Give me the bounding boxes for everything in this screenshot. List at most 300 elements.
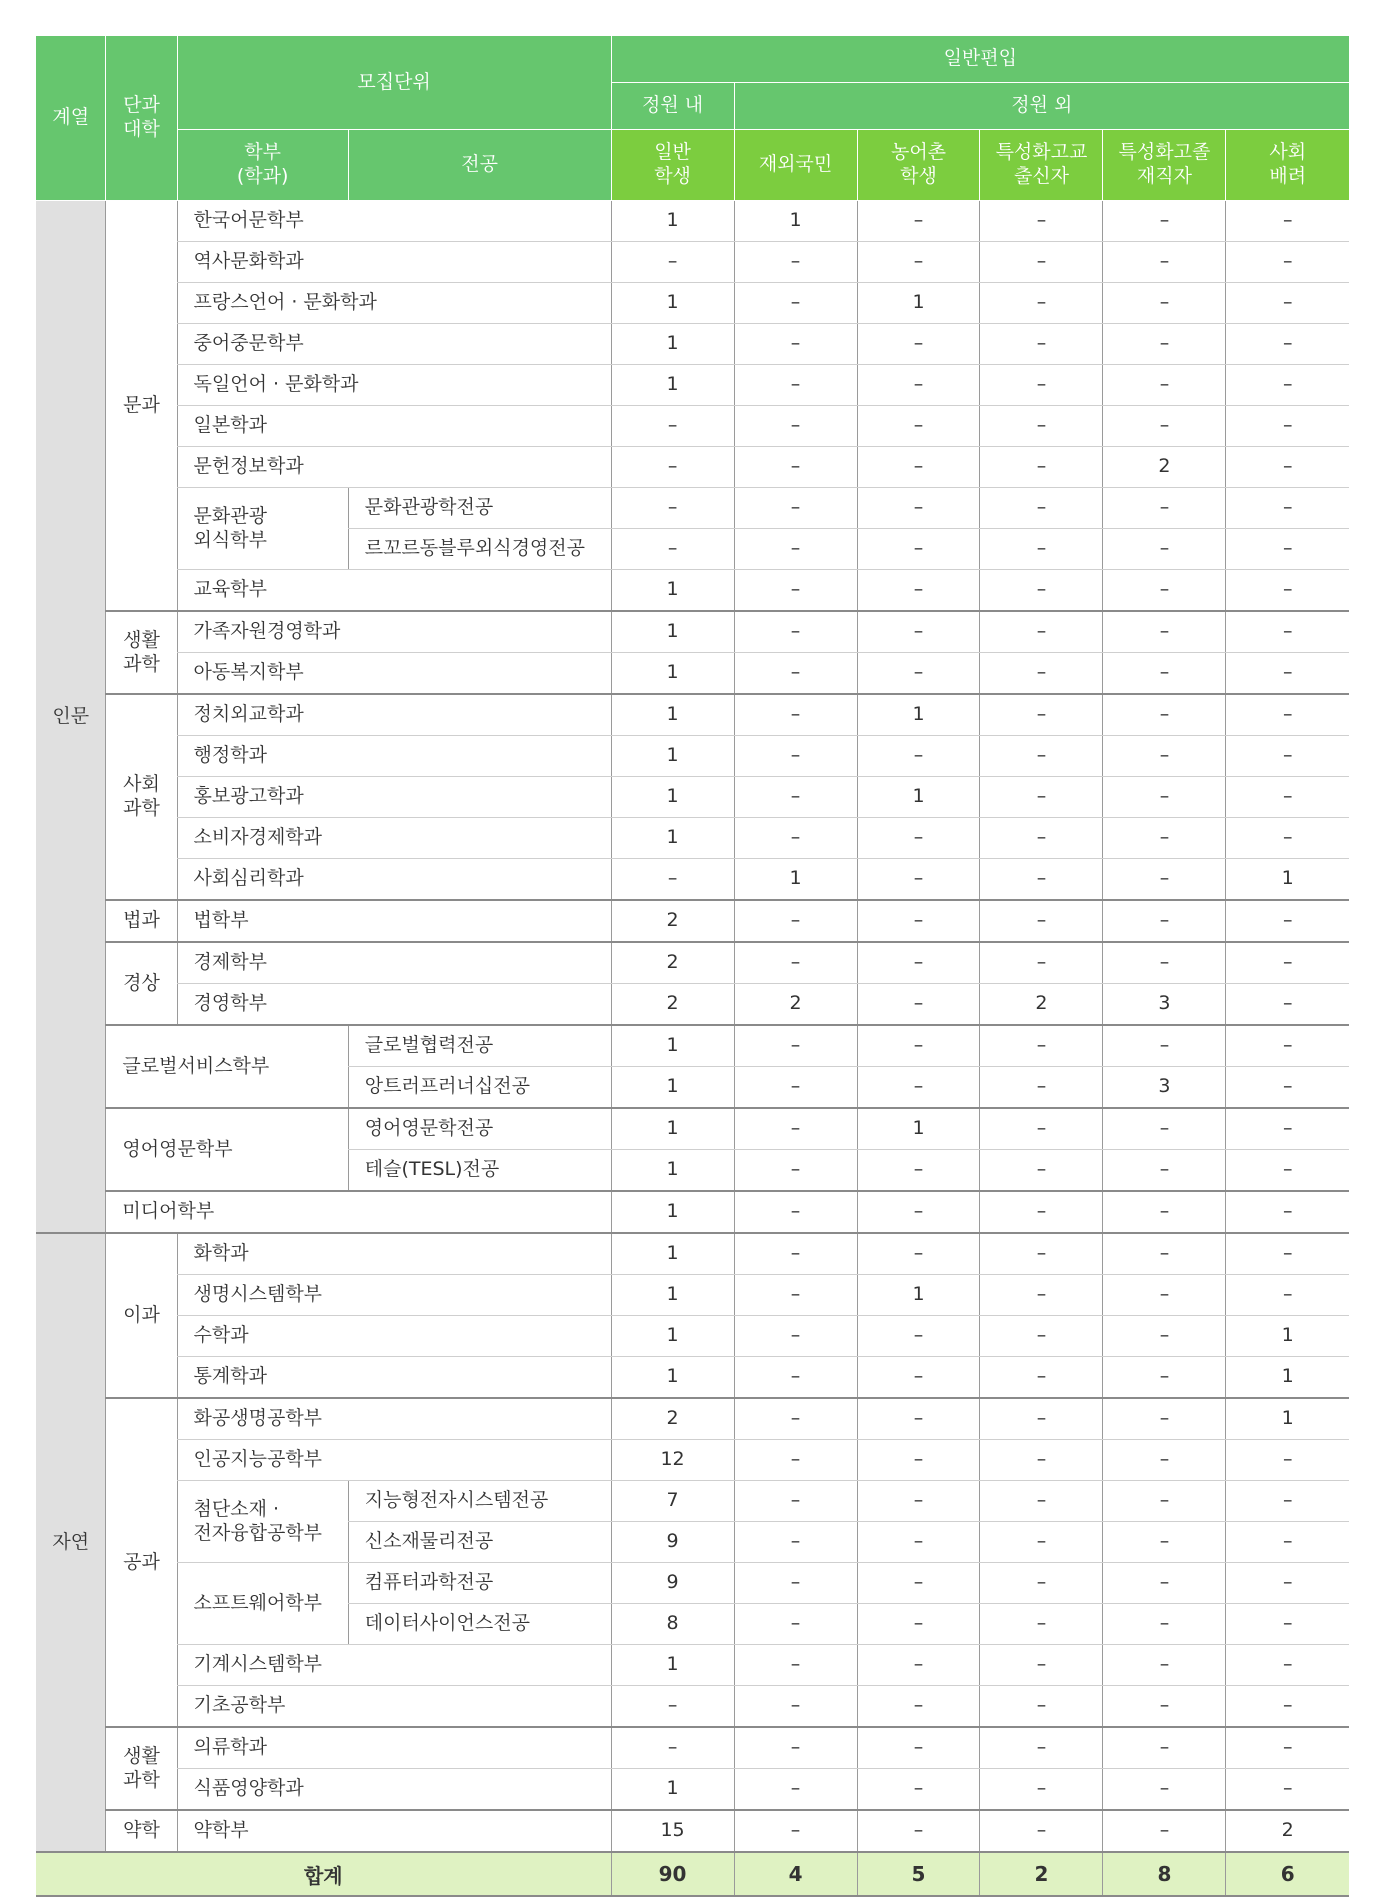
row-dept: 화학과 <box>177 1233 611 1275</box>
total-value-5: 6 <box>1226 1852 1349 1896</box>
row-value-0: 1 <box>611 694 734 736</box>
row-major: 컴퓨터과학전공 <box>348 1563 611 1604</box>
row-value-0: – <box>611 529 734 570</box>
row-value-4: – <box>1103 1604 1226 1645</box>
row-value-1: – <box>734 900 857 942</box>
table-row <box>36 736 1349 777</box>
row-value-5: – <box>1226 1522 1349 1563</box>
row-dept: 경영학부 <box>177 984 611 1026</box>
row-value-5: – <box>1226 611 1349 653</box>
row-value-0: 1 <box>611 365 734 406</box>
row-value-4: – <box>1103 1191 1226 1233</box>
row-value-4: – <box>1103 529 1226 570</box>
row-value-2: – <box>857 1357 980 1399</box>
header-gyeyeol: 계열 <box>36 36 106 201</box>
row-value-0: 1 <box>611 201 734 242</box>
table-row <box>36 1275 1349 1316</box>
total-value-2: 5 <box>857 1852 980 1896</box>
row-college: 약학 <box>106 1810 177 1852</box>
table-row <box>36 447 1349 488</box>
total-value-3: 2 <box>980 1852 1103 1896</box>
row-value-2: – <box>857 1686 980 1728</box>
row-value-3: – <box>980 283 1103 324</box>
row-value-2: – <box>857 242 980 283</box>
row-value-4: – <box>1103 1316 1226 1357</box>
table-row <box>36 818 1349 859</box>
row-value-3: – <box>980 1150 1103 1192</box>
row-value-5: – <box>1226 1727 1349 1769</box>
row-value-5: – <box>1226 1233 1349 1275</box>
row-value-1: – <box>734 447 857 488</box>
table-row <box>36 984 1349 1026</box>
row-value-5: 1 <box>1226 859 1349 901</box>
row-value-1: – <box>734 1316 857 1357</box>
row-value-2: – <box>857 1481 980 1522</box>
row-value-4: – <box>1103 611 1226 653</box>
row-value-1: – <box>734 1522 857 1563</box>
row-value-4: – <box>1103 1769 1226 1811</box>
row-value-3: – <box>980 1275 1103 1316</box>
row-value-3: – <box>980 1440 1103 1481</box>
row-value-3: – <box>980 900 1103 942</box>
row-value-3: – <box>980 201 1103 242</box>
row-dept: 생명시스템학부 <box>177 1275 611 1316</box>
row-value-0: – <box>611 1686 734 1728</box>
row-college: 경상 <box>106 942 177 1025</box>
row-value-3: – <box>980 611 1103 653</box>
row-major: 테슬(TESL)전공 <box>348 1150 611 1192</box>
row-value-4: – <box>1103 324 1226 365</box>
row-value-5: – <box>1226 1108 1349 1150</box>
row-value-1: – <box>734 942 857 984</box>
row-dept: 역사문화학과 <box>177 242 611 283</box>
table-row <box>36 570 1349 612</box>
row-value-0: – <box>611 859 734 901</box>
table-row <box>36 1025 1349 1067</box>
header-major: 전공 <box>348 130 611 201</box>
row-value-4: – <box>1103 1810 1226 1852</box>
row-college: 사회 과학 <box>106 694 177 900</box>
row-value-2: – <box>857 1316 980 1357</box>
row-value-1: 2 <box>734 984 857 1026</box>
header-col-5: 사회 배려 <box>1226 130 1349 201</box>
row-value-0: 1 <box>611 818 734 859</box>
row-value-3: – <box>980 1686 1103 1728</box>
row-value-3: – <box>980 488 1103 529</box>
row-value-5: – <box>1226 570 1349 612</box>
row-value-0: 8 <box>611 1604 734 1645</box>
table-row <box>36 488 1349 529</box>
row-college: 문과 <box>106 201 177 612</box>
row-value-5: 1 <box>1226 1357 1349 1399</box>
row-value-5: – <box>1226 1604 1349 1645</box>
row-value-0: – <box>611 447 734 488</box>
row-value-5: – <box>1226 1025 1349 1067</box>
row-value-3: – <box>980 694 1103 736</box>
row-value-3: – <box>980 1810 1103 1852</box>
row-category: 자연 <box>36 1233 106 1852</box>
row-value-5: – <box>1226 777 1349 818</box>
row-value-4: – <box>1103 736 1226 777</box>
header-col-2: 농어촌 학생 <box>857 130 980 201</box>
row-value-0: 1 <box>611 611 734 653</box>
row-dept: 정치외교학과 <box>177 694 611 736</box>
row-value-2: – <box>857 406 980 447</box>
row-value-0: 1 <box>611 1769 734 1811</box>
row-value-3: – <box>980 447 1103 488</box>
row-value-4: – <box>1103 365 1226 406</box>
row-value-3: – <box>980 1108 1103 1150</box>
row-value-3: – <box>980 570 1103 612</box>
row-value-5: – <box>1226 653 1349 695</box>
table-row <box>36 406 1349 447</box>
table-row <box>36 1810 1349 1852</box>
row-value-2: – <box>857 859 980 901</box>
row-value-1: – <box>734 1275 857 1316</box>
row-value-4: – <box>1103 406 1226 447</box>
row-value-0: 1 <box>611 1191 734 1233</box>
row-value-4: 3 <box>1103 1067 1226 1109</box>
row-college: 생활 과학 <box>106 1727 177 1810</box>
row-value-1: – <box>734 324 857 365</box>
table-row <box>36 1563 1349 1604</box>
row-value-2: – <box>857 365 980 406</box>
row-value-4: – <box>1103 1275 1226 1316</box>
row-value-1: – <box>734 1191 857 1233</box>
row-value-0: 1 <box>611 1025 734 1067</box>
row-value-3: – <box>980 777 1103 818</box>
row-value-5: – <box>1226 900 1349 942</box>
row-value-4: – <box>1103 694 1226 736</box>
row-value-1: – <box>734 653 857 695</box>
row-value-4: – <box>1103 570 1226 612</box>
row-value-0: 1 <box>611 1357 734 1399</box>
row-dept: 문헌정보학과 <box>177 447 611 488</box>
row-value-2: – <box>857 529 980 570</box>
row-college: 영어영문학부 <box>106 1108 348 1191</box>
row-value-4: – <box>1103 859 1226 901</box>
row-value-1: – <box>734 1769 857 1811</box>
row-dept: 의류학과 <box>177 1727 611 1769</box>
row-value-3: – <box>980 1727 1103 1769</box>
table-header <box>36 36 1349 201</box>
table-row <box>36 1108 1349 1150</box>
row-value-0: 12 <box>611 1440 734 1481</box>
row-major: 앙트러프러너십전공 <box>348 1067 611 1109</box>
row-value-0: 2 <box>611 1398 734 1440</box>
row-value-1: – <box>734 529 857 570</box>
header-recruit-unit: 모집단위 <box>177 36 611 130</box>
row-value-5: – <box>1226 283 1349 324</box>
row-value-1: – <box>734 488 857 529</box>
row-value-2: – <box>857 201 980 242</box>
table-row <box>36 694 1349 736</box>
row-value-2: – <box>857 653 980 695</box>
row-value-3: – <box>980 1316 1103 1357</box>
row-value-0: 2 <box>611 942 734 984</box>
header-col-3: 특성화고교 출신자 <box>980 130 1103 201</box>
header-college: 단과 대학 <box>106 36 177 201</box>
table-row <box>36 1233 1349 1275</box>
row-dept: 한국어문학부 <box>177 201 611 242</box>
row-value-1: – <box>734 1233 857 1275</box>
row-dept: 인공지능공학부 <box>177 1440 611 1481</box>
header-col-4: 특성화고졸 재직자 <box>1103 130 1226 201</box>
row-value-0: 1 <box>611 1645 734 1686</box>
row-value-1: – <box>734 1398 857 1440</box>
row-value-1: – <box>734 570 857 612</box>
row-value-2: – <box>857 1440 980 1481</box>
row-value-5: 1 <box>1226 1398 1349 1440</box>
row-value-4: – <box>1103 1522 1226 1563</box>
row-value-0: 9 <box>611 1522 734 1563</box>
row-value-3: – <box>980 1563 1103 1604</box>
row-value-4: – <box>1103 777 1226 818</box>
row-college: 미디어학부 <box>106 1191 611 1233</box>
row-value-3: – <box>980 736 1103 777</box>
row-value-2: – <box>857 942 980 984</box>
row-value-0: 1 <box>611 1108 734 1150</box>
row-value-5: – <box>1226 1440 1349 1481</box>
row-dept: 아동복지학부 <box>177 653 611 695</box>
row-dept: 소비자경제학과 <box>177 818 611 859</box>
table-row <box>36 1645 1349 1686</box>
row-value-0: – <box>611 406 734 447</box>
row-value-4: – <box>1103 1398 1226 1440</box>
table-row <box>36 1440 1349 1481</box>
row-value-1: – <box>734 1357 857 1399</box>
row-value-1: – <box>734 777 857 818</box>
row-value-1: – <box>734 1150 857 1192</box>
row-value-3: – <box>980 942 1103 984</box>
row-college: 생활 과학 <box>106 611 177 694</box>
row-value-2: – <box>857 818 980 859</box>
row-dept: 수학과 <box>177 1316 611 1357</box>
total-row <box>36 1852 1349 1896</box>
row-dept: 약학부 <box>177 1810 611 1852</box>
row-value-1: – <box>734 365 857 406</box>
header-outside-quota: 정원 외 <box>734 83 1349 130</box>
row-value-4: – <box>1103 900 1226 942</box>
row-dept: 화공생명공학부 <box>177 1398 611 1440</box>
table-row <box>36 611 1349 653</box>
row-value-1: – <box>734 1645 857 1686</box>
row-value-4: – <box>1103 1108 1226 1150</box>
row-dept: 문화관광 외식학부 <box>177 488 348 570</box>
header-col-1: 재외국민 <box>734 130 857 201</box>
row-dept: 독일언어 · 문화학과 <box>177 365 611 406</box>
row-value-5: – <box>1226 1481 1349 1522</box>
row-value-5: – <box>1226 1769 1349 1811</box>
row-dept: 홍보광고학과 <box>177 777 611 818</box>
row-value-4: 2 <box>1103 447 1226 488</box>
row-value-1: – <box>734 1025 857 1067</box>
row-major: 데이터사이언스전공 <box>348 1604 611 1645</box>
row-value-5: – <box>1226 1191 1349 1233</box>
row-value-1: – <box>734 1481 857 1522</box>
table-row <box>36 201 1349 242</box>
row-dept: 기계시스템학부 <box>177 1645 611 1686</box>
row-value-1: – <box>734 1108 857 1150</box>
row-value-0: 1 <box>611 1275 734 1316</box>
row-value-5: – <box>1226 324 1349 365</box>
row-value-5: – <box>1226 201 1349 242</box>
row-dept: 식품영양학과 <box>177 1769 611 1811</box>
row-value-5: – <box>1226 984 1349 1026</box>
row-value-4: – <box>1103 1727 1226 1769</box>
row-value-4: 3 <box>1103 984 1226 1026</box>
row-major: 지능형전자시스템전공 <box>348 1481 611 1522</box>
row-value-0: 1 <box>611 1233 734 1275</box>
row-value-2: – <box>857 447 980 488</box>
row-value-3: – <box>980 1191 1103 1233</box>
row-value-4: – <box>1103 1025 1226 1067</box>
row-value-2: – <box>857 1604 980 1645</box>
table-row <box>36 1769 1349 1811</box>
row-value-0: 1 <box>611 570 734 612</box>
row-value-4: – <box>1103 1481 1226 1522</box>
row-value-0: 2 <box>611 984 734 1026</box>
row-value-1: – <box>734 1440 857 1481</box>
row-dept: 법학부 <box>177 900 611 942</box>
row-value-0: 1 <box>611 1067 734 1109</box>
row-value-5: – <box>1226 942 1349 984</box>
row-value-2: – <box>857 1769 980 1811</box>
row-dept: 교육학부 <box>177 570 611 612</box>
row-value-0: 1 <box>611 324 734 365</box>
row-value-1: – <box>734 1727 857 1769</box>
row-major: 문화관광학전공 <box>348 488 611 529</box>
row-value-0: – <box>611 488 734 529</box>
row-value-1: – <box>734 611 857 653</box>
row-value-3: – <box>980 818 1103 859</box>
row-value-0: 2 <box>611 900 734 942</box>
row-dept: 사회심리학과 <box>177 859 611 901</box>
row-value-4: – <box>1103 283 1226 324</box>
row-value-5: – <box>1226 1563 1349 1604</box>
row-value-2: – <box>857 1233 980 1275</box>
row-value-2: – <box>857 1398 980 1440</box>
row-value-5: 2 <box>1226 1810 1349 1852</box>
row-value-0: 1 <box>611 777 734 818</box>
admission-table <box>36 36 1349 1897</box>
row-value-2: 1 <box>857 283 980 324</box>
row-major: 글로벌협력전공 <box>348 1025 611 1067</box>
row-value-3: – <box>980 1522 1103 1563</box>
row-value-1: – <box>734 694 857 736</box>
row-value-5: – <box>1226 694 1349 736</box>
row-value-4: – <box>1103 1645 1226 1686</box>
row-value-0: 9 <box>611 1563 734 1604</box>
row-value-2: 1 <box>857 1275 980 1316</box>
row-value-4: – <box>1103 488 1226 529</box>
row-value-5: – <box>1226 818 1349 859</box>
row-value-5: – <box>1226 1686 1349 1728</box>
row-value-4: – <box>1103 201 1226 242</box>
row-value-4: – <box>1103 1440 1226 1481</box>
row-value-3: – <box>980 1769 1103 1811</box>
row-value-1: – <box>734 242 857 283</box>
row-value-3: – <box>980 1481 1103 1522</box>
row-value-5: 1 <box>1226 1316 1349 1357</box>
row-college: 이과 <box>106 1233 177 1398</box>
header-col-0: 일반 학생 <box>611 130 734 201</box>
row-value-1: – <box>734 1604 857 1645</box>
row-dept: 중어중문학부 <box>177 324 611 365</box>
row-value-2: – <box>857 1810 980 1852</box>
row-value-1: – <box>734 1686 857 1728</box>
row-value-0: – <box>611 1727 734 1769</box>
row-college: 법과 <box>106 900 177 942</box>
row-value-2: – <box>857 1191 980 1233</box>
row-value-2: – <box>857 900 980 942</box>
row-value-4: – <box>1103 1686 1226 1728</box>
row-value-2: – <box>857 984 980 1026</box>
row-value-2: – <box>857 1645 980 1686</box>
table-row <box>36 859 1349 901</box>
row-value-5: – <box>1226 1150 1349 1192</box>
row-value-3: – <box>980 529 1103 570</box>
row-dept: 일본학과 <box>177 406 611 447</box>
row-dept: 기초공학부 <box>177 1686 611 1728</box>
row-value-1: – <box>734 1067 857 1109</box>
table-row <box>36 942 1349 984</box>
row-value-1: 1 <box>734 201 857 242</box>
row-value-5: – <box>1226 406 1349 447</box>
row-value-2: – <box>857 488 980 529</box>
row-value-1: – <box>734 406 857 447</box>
table-row <box>36 1316 1349 1357</box>
row-dept: 통계학과 <box>177 1357 611 1399</box>
row-value-4: – <box>1103 942 1226 984</box>
row-value-0: 1 <box>611 283 734 324</box>
row-value-2: 1 <box>857 777 980 818</box>
row-value-2: 1 <box>857 694 980 736</box>
row-value-3: – <box>980 365 1103 406</box>
row-value-5: – <box>1226 736 1349 777</box>
row-value-5: – <box>1226 242 1349 283</box>
row-value-1: – <box>734 1563 857 1604</box>
row-dept: 프랑스언어 · 문화학과 <box>177 283 611 324</box>
row-value-3: – <box>980 1645 1103 1686</box>
row-value-2: – <box>857 736 980 777</box>
row-value-5: – <box>1226 1067 1349 1109</box>
row-value-0: 1 <box>611 736 734 777</box>
row-value-1: – <box>734 818 857 859</box>
row-dept: 소프트웨어학부 <box>177 1563 348 1645</box>
table-row <box>36 1686 1349 1728</box>
row-college: 글로벌서비스학부 <box>106 1025 348 1108</box>
table-row <box>36 1398 1349 1440</box>
row-value-4: – <box>1103 653 1226 695</box>
row-dept: 가족자원경영학과 <box>177 611 611 653</box>
row-value-0: 1 <box>611 1150 734 1192</box>
row-major: 르꼬르동블루외식경영전공 <box>348 529 611 570</box>
row-dept: 경제학부 <box>177 942 611 984</box>
table-row <box>36 242 1349 283</box>
row-value-4: – <box>1103 1150 1226 1192</box>
table-row <box>36 283 1349 324</box>
row-value-4: – <box>1103 1563 1226 1604</box>
row-value-2: – <box>857 1025 980 1067</box>
table-body <box>36 201 1349 1853</box>
row-value-2: – <box>857 1563 980 1604</box>
row-category: 인문 <box>36 201 106 1234</box>
row-value-3: – <box>980 242 1103 283</box>
row-value-3: – <box>980 324 1103 365</box>
row-value-4: – <box>1103 1233 1226 1275</box>
row-value-2: – <box>857 1150 980 1192</box>
